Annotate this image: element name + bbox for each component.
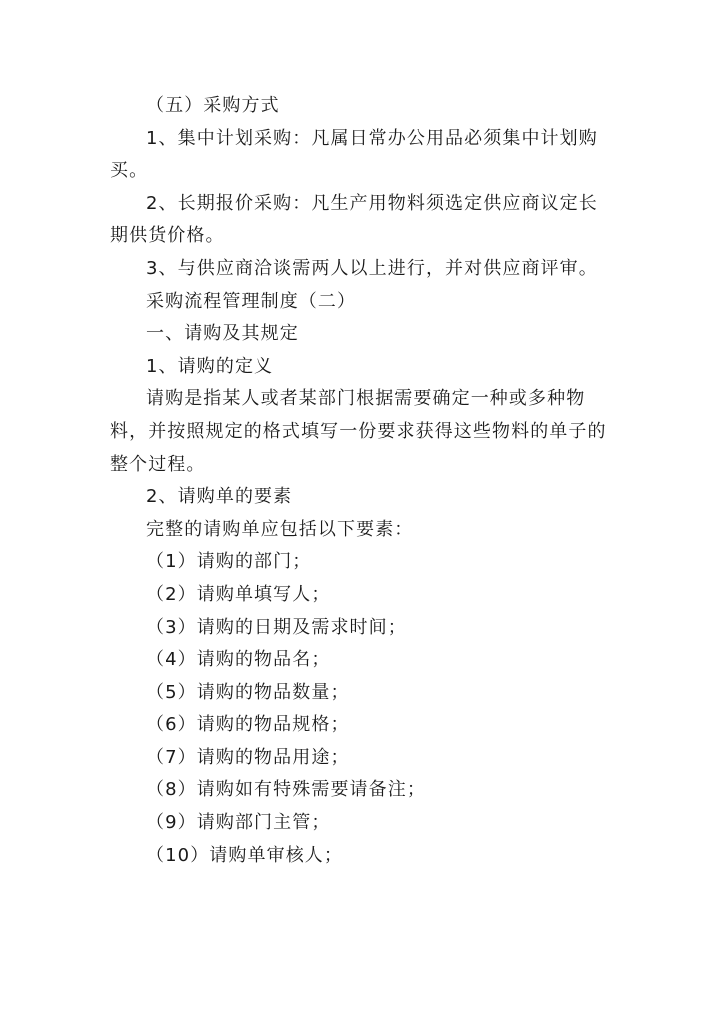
- list-item: （7）请购的物品用途；: [146, 746, 350, 768]
- list-item: （4）请购的物品名；: [146, 649, 331, 671]
- document-body: [110, 90, 615, 872]
- subheading-requisition-elements: 2、请购单的要素: [146, 486, 293, 508]
- list-item: （8）请购如有特殊需要请备注；: [146, 779, 426, 801]
- list-item: （2）请购单填写人；: [146, 583, 331, 605]
- paragraph-long-term-quote: 2、长期报价采购：凡生产用物料须选定供应商议定长期供货价格。: [110, 192, 598, 247]
- section-heading-requisition: 一、请购及其规定: [146, 323, 299, 345]
- list-item: （6）请购的物品规格；: [146, 714, 350, 736]
- paragraph-supplier-negotiation: 3、与供应商洽谈需两人以上进行，并对供应商评审。: [146, 257, 598, 279]
- paragraph-requisition-definition: 请购是指某人或者某部门根据需要确定一种或多种物料，并按照规定的格式填写一份要求获得这些物料的单子的整个过程。: [110, 388, 607, 475]
- list-item: （1）请购的部门；: [146, 551, 312, 573]
- subheading-requisition-definition: 1、请购的定义: [146, 355, 274, 377]
- list-item: （3）请购的日期及需求时间；: [146, 616, 407, 638]
- section-title-procedure-part-two: 采购流程管理制度（二）: [146, 290, 357, 312]
- paragraph-centralized-purchase: 1、集中计划采购：凡属日常办公用品必须集中计划购买。: [110, 127, 598, 182]
- list-item: （9）请购部门主管；: [146, 812, 331, 834]
- list-item: （10）请购单审核人；: [146, 844, 344, 866]
- section-heading-purchase-methods: （五）采购方式: [146, 95, 280, 116]
- paragraph-elements-intro: 完整的请购单应包括以下要素：: [146, 518, 414, 540]
- list-item: （5）请购的物品数量；: [146, 681, 350, 703]
